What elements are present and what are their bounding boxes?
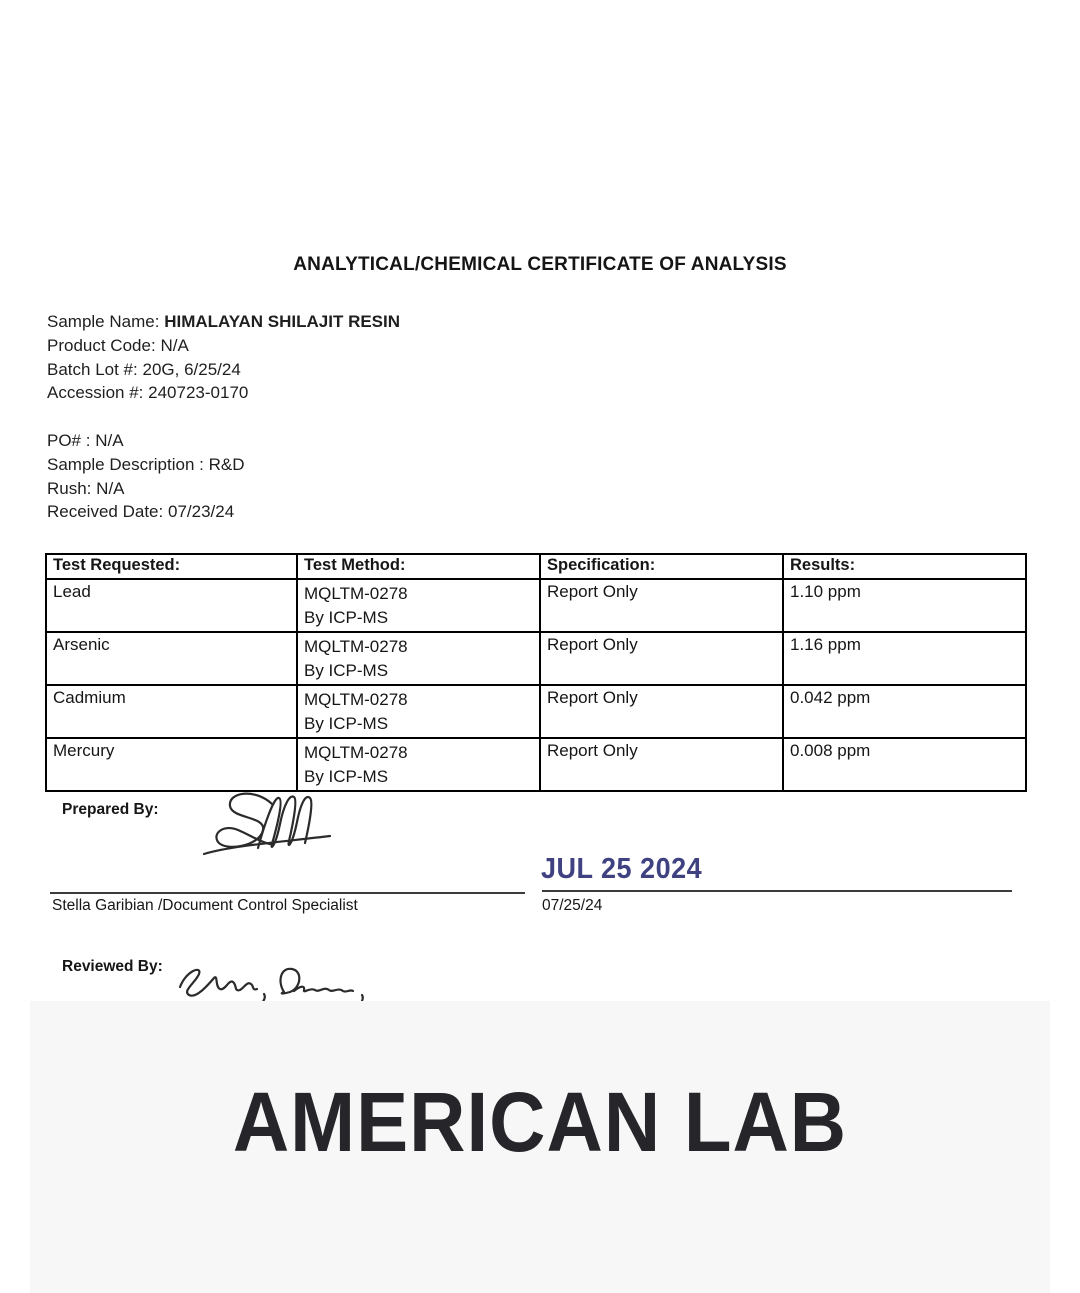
prepared-by-label: Prepared By:: [62, 801, 159, 818]
method-line-1: MQLTM-0278: [304, 584, 408, 603]
cell-test: Lead: [46, 579, 297, 632]
cell-result: 1.10 ppm: [783, 579, 1026, 632]
accession-line: [47, 381, 400, 405]
col-header-test-requested: Test Requested:: [46, 554, 297, 579]
accession-label: Accession #:: [47, 383, 144, 403]
product-code-label: Product Code:: [47, 335, 156, 355]
col-header-results: Results:: [783, 554, 1026, 579]
cell-specification: Report Only: [540, 579, 783, 632]
method-line-2: By ICP-MS: [304, 660, 389, 680]
cell-specification: Report Only: [540, 738, 783, 791]
product-code-value: N/A: [160, 335, 189, 355]
accession-value: 240723-0170: [148, 383, 249, 403]
product-code-line: [47, 334, 400, 358]
cell-method: [297, 632, 540, 685]
date-stamp: JUL 25 2024: [541, 853, 703, 885]
prepared-by-date: 07/25/24: [542, 897, 603, 914]
method-line-1: MQLTM-0278: [304, 743, 408, 762]
batch-lot-line: [47, 358, 400, 382]
brand-text: AMERICAN LAB: [232, 1074, 848, 1170]
po-value: N/A: [95, 431, 124, 450]
reviewed-by-label: Reviewed By:: [62, 958, 163, 975]
sample-name-value: HIMALAYAN SHILAJIT RESIN: [164, 312, 401, 331]
table-header-row: [46, 554, 1026, 579]
cell-test: Arsenic: [46, 632, 297, 685]
brand-banner: [30, 1001, 1050, 1293]
table-row-arsenic: [46, 632, 1026, 685]
sample-name-line: [47, 310, 400, 334]
sample-description-value: R&D: [208, 454, 245, 474]
cell-test: Cadmium: [46, 685, 297, 738]
prepared-by-signature: [200, 786, 335, 858]
col-header-test-method: Test Method:: [297, 554, 540, 579]
prepared-by-name: Stella Garibian /Document Control Specialist: [52, 897, 358, 914]
received-date-value: 07/23/24: [167, 502, 235, 522]
rush-label: Rush:: [47, 478, 92, 498]
method-line-2: By ICP-MS: [304, 713, 389, 733]
signature-line-right: [542, 890, 1012, 892]
cell-method: [297, 685, 540, 738]
method-line-2: By ICP-MS: [304, 607, 389, 627]
po-label: PO# :: [47, 431, 91, 450]
rush-value: N/A: [96, 478, 125, 498]
sample-description-line: [47, 453, 245, 477]
received-date-label: Received Date:: [47, 502, 164, 522]
cell-test: Mercury: [46, 738, 297, 791]
cell-result: 1.16 ppm: [783, 632, 1026, 685]
document-title: ANALYTICAL/CHEMICAL CERTIFICATE OF ANALYSIS: [293, 254, 787, 275]
sample-info-block: [47, 310, 400, 405]
cell-specification: Report Only: [540, 632, 783, 685]
table-row-mercury: [46, 738, 1026, 791]
order-info-block: [47, 429, 245, 524]
table-row-cadmium: [46, 685, 1026, 738]
cell-method: [297, 579, 540, 632]
received-date-line: [47, 500, 245, 524]
cell-method: [297, 738, 540, 791]
cell-specification: Report Only: [540, 685, 783, 738]
method-line-1: MQLTM-0278: [304, 637, 408, 656]
cell-result: 0.042 ppm: [783, 685, 1026, 738]
batch-lot-label: Batch Lot #:: [47, 359, 138, 379]
results-table: [45, 553, 1027, 792]
po-line: [47, 429, 245, 453]
sample-name-label: Sample Name:: [47, 312, 160, 331]
signature-line-left: [50, 892, 525, 894]
cell-result: 0.008 ppm: [783, 738, 1026, 791]
method-line-1: MQLTM-0278: [304, 690, 408, 709]
batch-lot-value: 20G, 6/25/24: [142, 359, 241, 379]
sample-description-label: Sample Description :: [47, 454, 204, 474]
col-header-specification: Specification:: [540, 554, 783, 579]
table-row-lead: [46, 579, 1026, 632]
method-line-2: By ICP-MS: [304, 766, 389, 786]
rush-line: [47, 477, 245, 501]
